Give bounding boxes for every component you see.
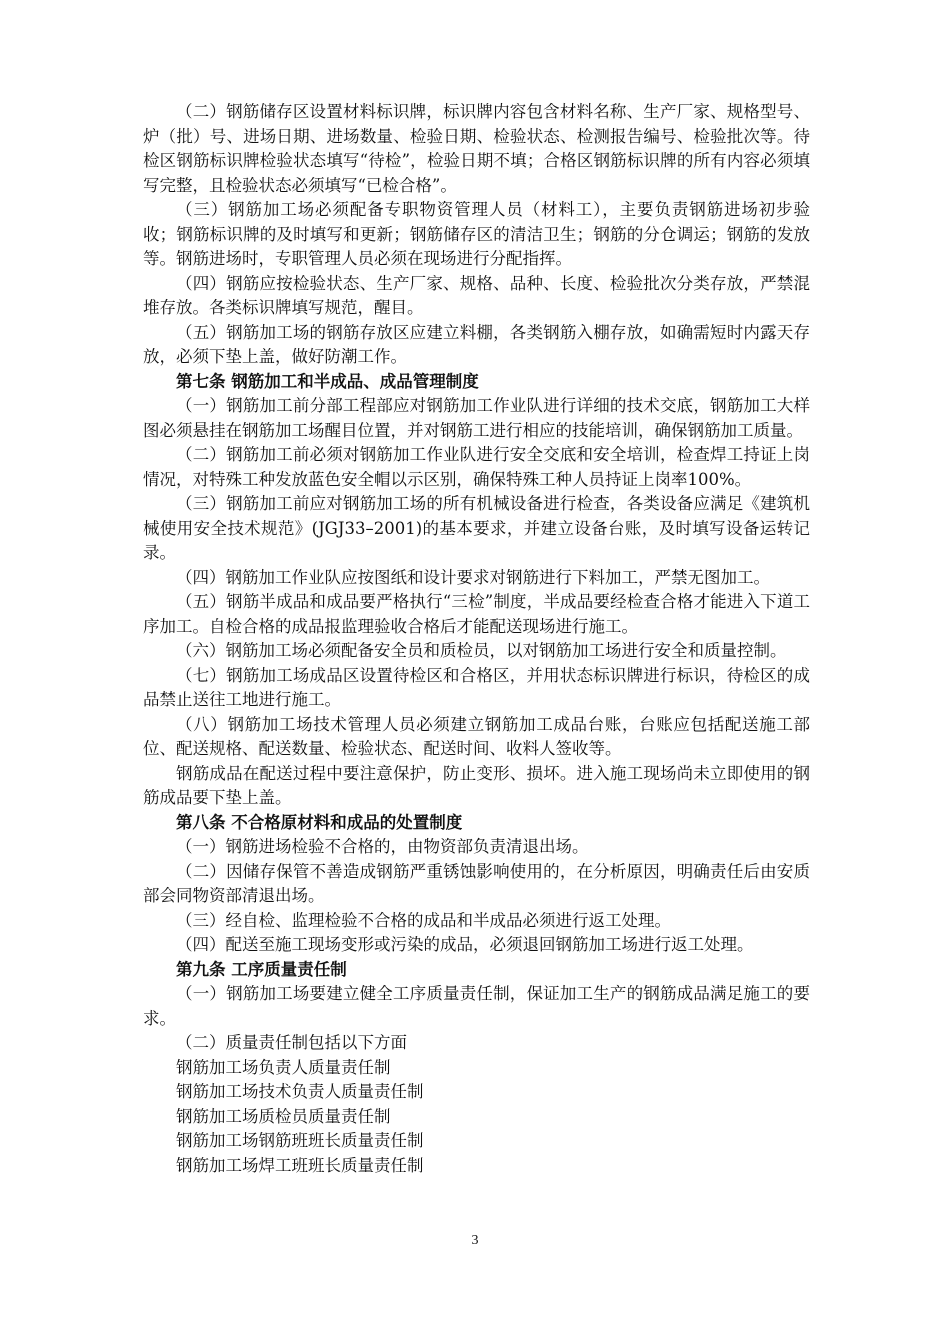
paragraph: （六）钢筋加工场必须配备安全员和质检员，以对钢筋加工场进行安全和质量控制。 xyxy=(176,641,787,660)
paragraph: （五）钢筋半成品和成品要严格执行“三检”制度，半成品要经检查合格才能进入下道工序加工。自检合格的成品报监理验收合格后才能配送现场进行施工。 xyxy=(143,592,810,636)
paragraph: （二）钢筋储存区设置材料标识牌，标识牌内容包含材料名称、生产厂家、规格型号、炉（批）号、进场日期、进场数量、检验日期、检验状态、检测报告编号、检验批次等。待检区钢筋标识牌检验状态填写“待检”，检验日期不填；合格区钢筋标识牌的所有内容必须填写完整，且检验状态必须填写“已检合格”。 xyxy=(143,102,810,195)
list-item: 钢筋加工场技术负责人质量责任制 xyxy=(176,1082,424,1101)
paragraph: （三）经自检、监理检验不合格的成品和半成品必须进行返工处理。 xyxy=(176,910,671,930)
list-item: 钢筋加工场质检员质量责任制 xyxy=(176,1106,391,1126)
paragraph: （二）钢筋加工前必须对钢筋加工作业队进行安全交底和安全培训，检查焊工持证上岗情况，对特殊工种发放蓝色安全帽以示区别，确保特殊工种人员持证上岗率100%。 xyxy=(143,445,810,489)
paragraph: （四）钢筋加工作业队应按图纸和设计要求对钢筋进行下料加工，严禁无图加工。 xyxy=(176,567,770,587)
paragraph: （四）配送至施工现场变形或污染的成品，必须退回钢筋加工场进行返工处理。 xyxy=(176,935,754,954)
paragraph: （五）钢筋加工场的钢筋存放区应建立料棚，各类钢筋入棚存放，如确需短时内露天存放，必须下垫上盖，做好防潮工作。 xyxy=(143,322,810,366)
paragraph: （一）钢筋加工场要建立健全工序质量责任制，保证加工生产的钢筋成品满足施工的要求。 xyxy=(143,984,810,1028)
paragraph: （一）钢筋进场检验不合格的，由物资部负责清退出场。 xyxy=(176,837,589,856)
article-heading: 第八条 不合格原材料和成品的处置制度 xyxy=(176,812,463,832)
article-heading: 第七条 钢筋加工和半成品、成品管理制度 xyxy=(176,371,479,391)
paragraph: 钢筋成品在配送过程中要注意保护，防止变形、损坏。进入施工现场尚未立即使用的钢筋成品要下垫上盖。 xyxy=(143,763,810,807)
list-item: 钢筋加工场钢筋班班长质量责任制 xyxy=(176,1131,424,1150)
paragraph: （三）钢筋加工前应对钢筋加工场的所有机械设备进行检查，各类设备应满足《建筑机械使用安全技术规范》(JGJ33–2001)的基本要求，并建立设备台账，及时填写设备运转记录。 xyxy=(143,494,810,562)
paragraph: （七）钢筋加工场成品区设置待检区和合格区，并用状态标识牌进行标识，待检区的成品禁止送往工地进行施工。 xyxy=(143,665,810,709)
paragraph: （二）因储存保管不善造成钢筋严重锈蚀影响使用的，在分析原因，明确责任后由安质部会同物资部清退出场。 xyxy=(143,861,810,905)
list-item: 钢筋加工场焊工班班长质量责任制 xyxy=(176,1155,424,1175)
page-number: 3 xyxy=(471,1233,479,1248)
article-heading: 第九条 工序质量责任制 xyxy=(176,959,347,979)
paragraph: （二）质量责任制包括以下方面 xyxy=(176,1033,407,1052)
list-item: 钢筋加工场负责人质量责任制 xyxy=(176,1057,391,1077)
document-body xyxy=(143,100,810,1178)
paragraph: （八）钢筋加工场技术管理人员必须建立钢筋加工成品台账，台账应包括配送施工部位、配送规格、配送数量、检验状态、配送时间、收料人签收等。 xyxy=(143,714,810,758)
paragraph: （一）钢筋加工前分部工程部应对钢筋加工作业队进行详细的技术交底，钢筋加工大样图必须悬挂在钢筋加工场醒目位置，并对钢筋工进行相应的技能培训，确保钢筋加工质量。 xyxy=(143,396,810,440)
paragraph: （四）钢筋应按检验状态、生产厂家、规格、品种、长度、检验批次分类存放，严禁混堆存放。各类标识牌填写规范，醒目。 xyxy=(143,273,810,317)
paragraph: （三）钢筋加工场必须配备专职物资管理人员（材料工），主要负责钢筋进场初步验收；钢筋标识牌的及时填写和更新；钢筋储存区的清洁卫生；钢筋的分仓调运；钢筋的发放等。钢筋进场时，专职管理人员必须在现场进行分配指挥。 xyxy=(143,200,810,268)
